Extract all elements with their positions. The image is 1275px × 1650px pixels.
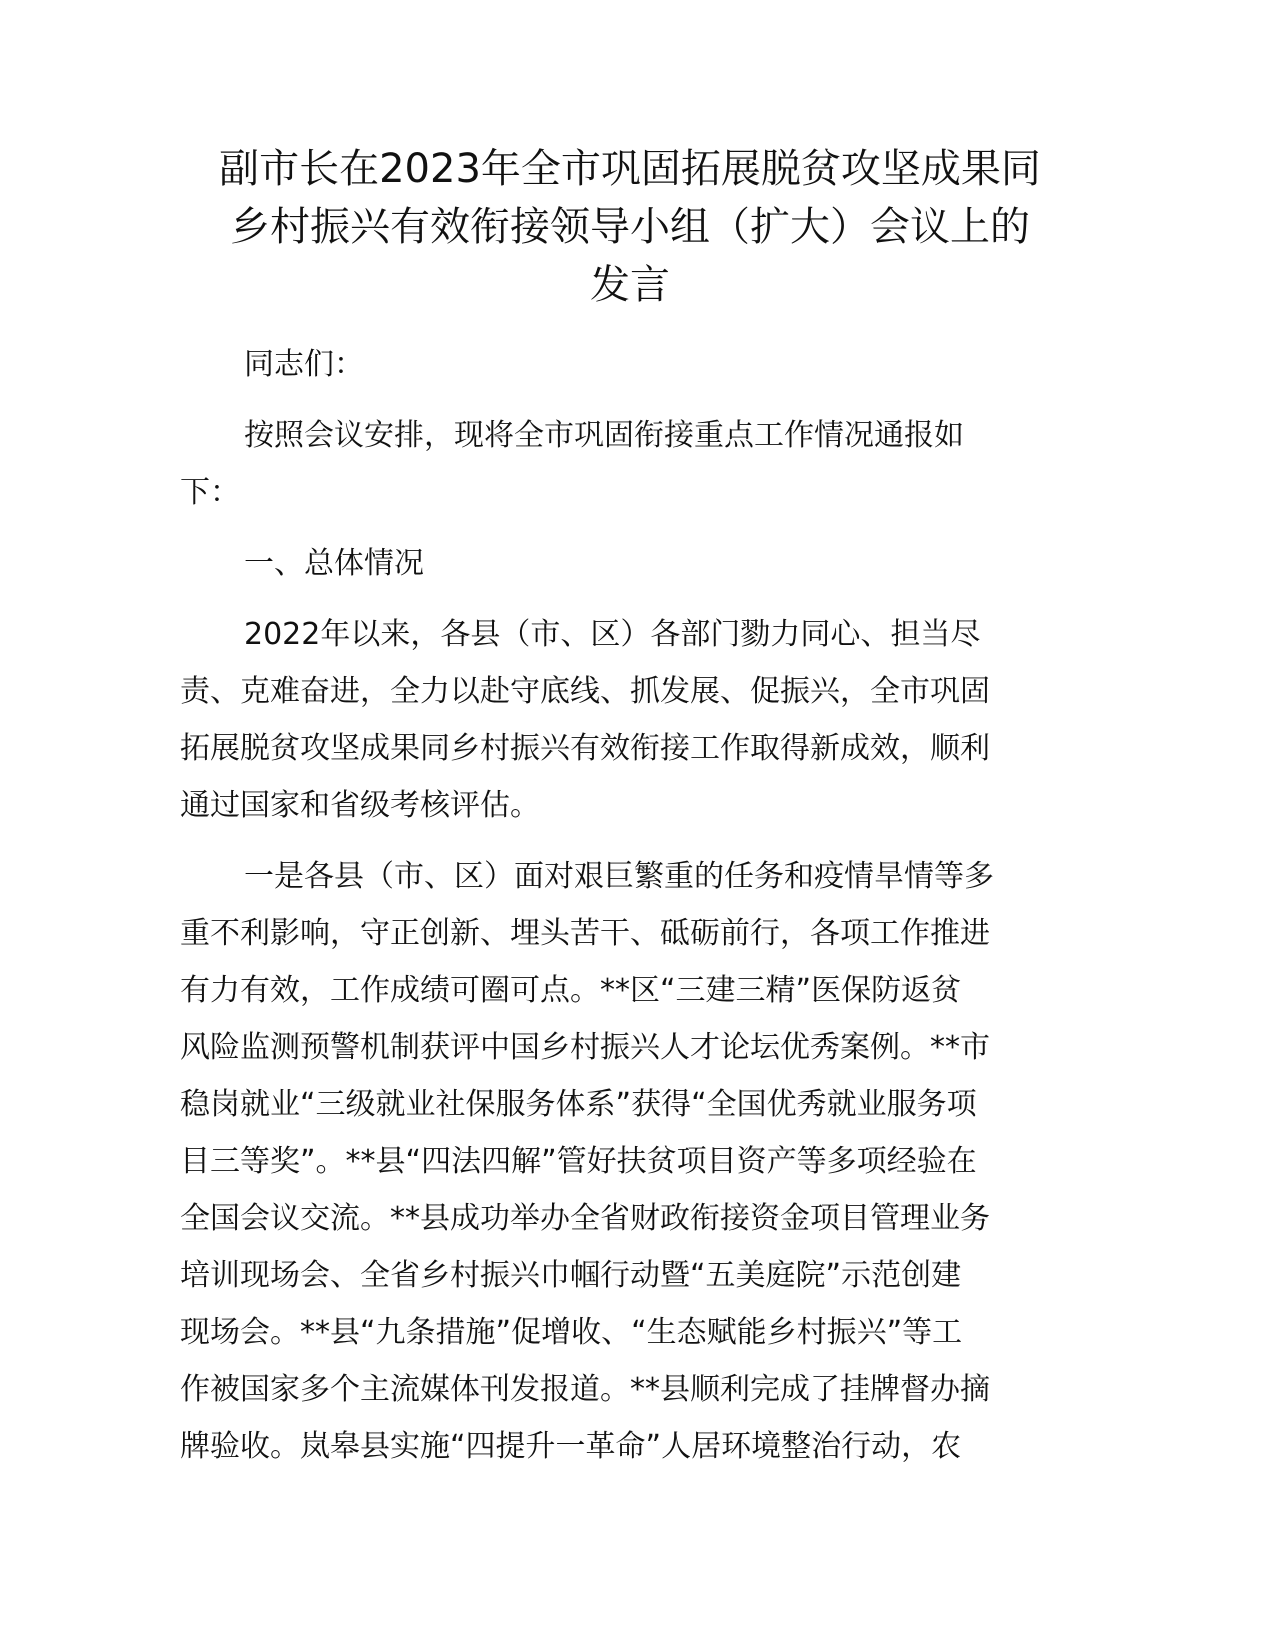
para1-line-2: 责、克难奋进，全力以赴守底线、抓发展、促振兴，全市巩固 — [180, 674, 990, 709]
para2-line-6: 目三等奖”。**县“四法四解”管好扶贫项目资产等多项经验在 — [180, 1144, 977, 1179]
page-title — [180, 140, 1080, 314]
para2-line-5: 稳岗就业“三级就业社保服务体系”获得“全国优秀就业服务项 — [180, 1087, 977, 1122]
para2-line-1: 一是各县（市、区）面对艰巨繁重的任务和疫情旱情等多 — [244, 859, 994, 894]
title-line-3: 发言 — [590, 262, 670, 308]
para2-line-8: 培训现场会、全省乡村振兴巾帼行动暨“五美庭院”示范创建 — [180, 1258, 962, 1293]
para2-line-7: 全国会议交流。**县成功举办全省财政衔接资金项目管理业务 — [180, 1201, 990, 1236]
section-heading-text: 一、总体情况 — [244, 546, 424, 581]
document-page — [180, 140, 1080, 1475]
greeting-text: 同志们： — [244, 347, 364, 382]
para1-line-1: 2022年以来，各县（市、区）各部门勠力同心、担当尽 — [244, 617, 981, 652]
para2-line-10: 作被国家多个主流媒体刊发报道。**县顺利完成了挂牌督办摘 — [180, 1372, 990, 1407]
para2-line-3: 有力有效，工作成绩可圈可点。**区“三建三精”医保防返贫 — [180, 973, 962, 1008]
intro-line-2: 下： — [180, 475, 240, 510]
paragraph-1 — [180, 606, 1080, 834]
paragraph-2 — [180, 848, 1080, 1475]
para2-line-9: 现场会。**县“九条措施”促增收、“生态赋能乡村振兴”等工 — [180, 1315, 963, 1350]
intro-line-1: 按照会议安排，现将全市巩固衔接重点工作情况通报如 — [244, 418, 964, 453]
para1-line-4: 通过国家和省级考核评估。 — [180, 788, 540, 823]
intro-paragraph — [180, 407, 1080, 521]
para2-line-11: 牌验收。岚皋县实施“四提升一革命”人居环境整治行动，农 — [180, 1429, 962, 1464]
para1-line-3: 拓展脱贫攻坚成果同乡村振兴有效衔接工作取得新成效，顺利 — [180, 731, 990, 766]
greeting-paragraph — [180, 336, 1080, 393]
title-line-1: 副市长在2023年全市巩固拓展脱贫攻坚成果同 — [219, 146, 1041, 192]
para2-line-2: 重不利影响，守正创新、埋头苦干、砥砺前行，各项工作推进 — [180, 916, 990, 951]
para2-line-4: 风险监测预警机制获评中国乡村振兴人才论坛优秀案例。**市 — [180, 1030, 990, 1065]
title-line-2: 乡村振兴有效衔接领导小组（扩大）会议上的 — [230, 204, 1030, 250]
document-body — [180, 336, 1080, 1475]
section-heading — [180, 535, 1080, 592]
